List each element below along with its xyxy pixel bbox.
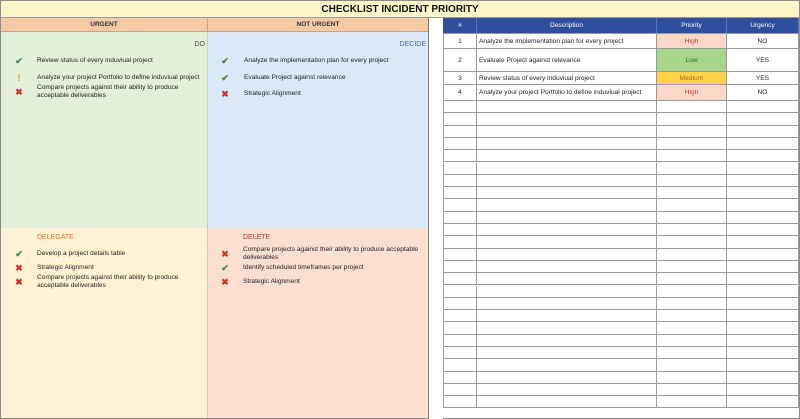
empty-cell[interactable] [657,298,727,309]
empty-cell[interactable] [727,199,799,210]
list-item[interactable]: Analyze your project Portfolio to define induviual project [37,74,200,81]
empty-cell[interactable] [477,175,657,186]
empty-cell[interactable] [727,261,799,272]
empty-cell[interactable] [443,212,477,223]
table-row[interactable] [443,236,799,248]
empty-cell[interactable] [477,322,657,333]
empty-cell[interactable] [477,249,657,260]
empty-cell[interactable] [727,372,799,383]
priority-cell[interactable]: High [657,85,727,100]
list-item[interactable]: Analyze the implementation plan for every project [244,57,389,64]
empty-cell[interactable] [477,286,657,297]
table-row[interactable] [443,113,799,125]
empty-cell[interactable] [443,286,477,297]
quadrant-label-do: DO [194,41,205,48]
empty-cell[interactable] [477,310,657,321]
column-header-priority[interactable]: Priority [657,18,727,33]
quadrant-label-decide: DECIDE [399,41,426,48]
check-icon: ✔ [221,56,229,66]
empty-cell[interactable] [443,359,477,370]
table-header-row [443,18,799,34]
empty-cell[interactable] [657,261,727,272]
empty-cell[interactable] [443,372,477,383]
eisenhower-matrix [1,18,428,418]
empty-cell[interactable] [727,310,799,321]
empty-cell[interactable] [657,224,727,235]
empty-cell[interactable] [443,335,477,346]
table-row[interactable] [443,101,799,113]
empty-cell[interactable] [727,322,799,333]
table-row[interactable] [443,298,799,310]
table-row[interactable] [443,384,799,396]
empty-cell[interactable] [477,261,657,272]
quadrant-label-delegate: DELEGATE [37,234,74,241]
table-row[interactable] [443,286,799,298]
empty-cell[interactable] [443,175,477,186]
table-row[interactable] [443,212,799,224]
cross-icon: ✖ [15,263,23,273]
empty-cell[interactable] [477,101,657,112]
check-icon: ✔ [221,263,229,273]
priority-cell[interactable]: Medium [657,72,727,84]
empty-cell[interactable] [443,150,477,161]
table-row[interactable] [443,335,799,347]
empty-cell[interactable] [443,236,477,247]
urgency-cell[interactable]: NO [727,34,799,48]
empty-cell[interactable] [443,298,477,309]
table-row[interactable] [443,273,799,285]
empty-cell[interactable] [443,347,477,358]
empty-cell[interactable] [727,126,799,137]
empty-cell[interactable] [477,113,657,124]
empty-cell[interactable] [443,126,477,137]
empty-cell[interactable] [657,273,727,284]
table-row[interactable] [443,138,799,150]
table-row[interactable] [443,261,799,273]
empty-cell[interactable] [727,138,799,149]
empty-cell[interactable] [477,126,657,137]
empty-cell[interactable] [443,163,477,174]
exclamation-icon: ! [17,73,21,83]
empty-cell[interactable] [477,372,657,383]
empty-cell[interactable] [657,372,727,383]
empty-cell[interactable] [657,384,727,395]
urgency-cell[interactable]: YES [727,72,799,84]
list-item[interactable]: Compare projects against their ability to produce acceptable deliverables [37,274,179,289]
empty-cell[interactable] [657,249,727,260]
empty-cell[interactable] [727,212,799,223]
column-header-number[interactable]: # [443,18,477,33]
empty-cell[interactable] [443,113,477,124]
description-cell[interactable]: Review status of every induviual project [477,72,657,84]
table-row[interactable] [443,34,799,49]
table-row[interactable] [443,372,799,384]
list-item[interactable]: Develop a project details table [37,250,126,257]
empty-cell[interactable] [727,347,799,358]
empty-cell[interactable] [443,273,477,284]
empty-cell[interactable] [443,261,477,272]
table-row[interactable] [443,359,799,371]
empty-cell[interactable] [727,224,799,235]
empty-cell[interactable] [657,359,727,370]
table-row[interactable] [443,396,799,408]
priority-cell[interactable]: High [657,34,727,48]
empty-cell[interactable] [727,335,799,346]
empty-cell[interactable] [477,335,657,346]
description-cell[interactable]: Evaluate Project against relevance [477,49,657,71]
empty-cell[interactable] [657,150,727,161]
empty-cell[interactable] [727,396,799,407]
quadrant-delegate [1,228,208,418]
empty-cell[interactable] [477,150,657,161]
empty-cell[interactable] [657,101,727,112]
row-number-cell[interactable]: 2 [443,49,477,71]
empty-cell[interactable] [657,335,727,346]
description-cell[interactable]: Analyze your project Portfolio to define induviual project [477,85,657,100]
empty-cell[interactable] [657,187,727,198]
quadrant-label-delete: DELETE [243,234,271,241]
empty-cell[interactable] [657,126,727,137]
cross-icon: ✖ [15,277,23,287]
empty-cell[interactable] [477,212,657,223]
empty-cell[interactable] [727,359,799,370]
empty-cell[interactable] [443,310,477,321]
page-title: CHECKLIST INCIDENT PRIORITY [1,1,799,18]
empty-cell[interactable] [657,396,727,407]
not-urgent-column-header: NOT URGENT [208,18,428,32]
table-row[interactable] [443,163,799,175]
empty-cell[interactable] [443,396,477,407]
cross-icon: ✖ [221,89,229,99]
empty-cell[interactable] [727,175,799,186]
list-item[interactable]: Identify scheduled timeframes per project [243,264,364,271]
empty-cell[interactable] [657,212,727,223]
empty-cell[interactable] [657,236,727,247]
empty-cell[interactable] [477,224,657,235]
empty-cell[interactable] [477,273,657,284]
urgency-cell[interactable]: YES [727,49,799,71]
empty-cell[interactable] [443,322,477,333]
list-item[interactable]: Strategic Alignment [243,278,300,285]
list-item[interactable]: Review status of every induviual project [37,57,153,64]
empty-cell[interactable] [657,175,727,186]
empty-cell[interactable] [657,163,727,174]
column-divider [428,18,443,419]
empty-cell[interactable] [477,298,657,309]
table-row[interactable] [443,249,799,261]
table-row[interactable] [443,49,799,72]
empty-cell[interactable] [443,199,477,210]
empty-cell[interactable] [657,286,727,297]
cross-icon: ✖ [221,277,229,287]
table-row[interactable] [443,322,799,334]
table-row[interactable] [443,347,799,359]
empty-cell[interactable] [443,384,477,395]
table-row[interactable] [443,310,799,322]
list-item[interactable]: Compare projects against their ability to produce acceptable deliverables [37,84,179,99]
table-row[interactable] [443,72,799,85]
list-item[interactable]: Compare projects against their ability to produce acceptable deliverables [243,246,419,261]
table-row[interactable] [443,224,799,236]
empty-cell[interactable] [657,310,727,321]
table-row[interactable] [443,199,799,211]
list-item[interactable]: Strategic Alignment [244,90,301,97]
empty-cell[interactable] [727,249,799,260]
empty-cell[interactable] [727,163,799,174]
empty-cell[interactable] [443,101,477,112]
column-header-urgency[interactable]: Urgency [727,18,799,33]
empty-cell[interactable] [477,199,657,210]
check-icon: ✔ [221,73,229,83]
empty-cell[interactable] [477,347,657,358]
empty-cell[interactable] [477,138,657,149]
empty-cell[interactable] [727,101,799,112]
empty-cell[interactable] [477,384,657,395]
list-item[interactable]: Strategic Alignment [37,264,94,271]
empty-cell[interactable] [727,273,799,284]
empty-cell[interactable] [657,322,727,333]
empty-cell[interactable] [727,236,799,247]
row-number-cell[interactable]: 4 [443,85,477,100]
urgency-cell[interactable]: NO [727,85,799,100]
empty-cell[interactable] [443,224,477,235]
cross-icon: ✖ [15,87,23,97]
priority-cell[interactable]: Low [657,49,727,71]
empty-cell[interactable] [727,187,799,198]
table-row[interactable] [443,126,799,138]
table-row[interactable] [443,187,799,199]
urgent-column-header: URGENT [1,18,208,32]
empty-cell[interactable] [727,113,799,124]
column-header-description[interactable]: Description [477,18,657,33]
empty-cell[interactable] [443,138,477,149]
quadrant-do [1,32,208,228]
cross-icon: ✖ [221,249,229,259]
empty-cell[interactable] [477,187,657,198]
empty-cell[interactable] [477,236,657,247]
check-icon: ✔ [15,249,23,259]
empty-cell[interactable] [477,396,657,407]
row-number-cell[interactable]: 1 [443,34,477,48]
quadrant-delete [208,228,428,418]
table-row[interactable] [443,85,799,101]
empty-cell[interactable] [657,199,727,210]
empty-cell[interactable] [727,298,799,309]
empty-cell[interactable] [443,249,477,260]
check-icon: ✔ [15,56,23,66]
list-item[interactable]: Evaluate Project against relevance [244,74,346,81]
empty-cell[interactable] [477,163,657,174]
description-cell[interactable]: Analyze the implementation plan for every project [477,34,657,48]
empty-cell[interactable] [657,113,727,124]
empty-cell[interactable] [657,138,727,149]
empty-cell[interactable] [443,187,477,198]
table-row[interactable] [443,175,799,187]
empty-cell[interactable] [727,150,799,161]
empty-cell[interactable] [727,286,799,297]
row-number-cell[interactable]: 3 [443,72,477,84]
empty-cell[interactable] [657,347,727,358]
quadrant-decide [208,32,428,228]
table-row[interactable] [443,150,799,162]
empty-cell[interactable] [477,359,657,370]
empty-cell[interactable] [727,384,799,395]
